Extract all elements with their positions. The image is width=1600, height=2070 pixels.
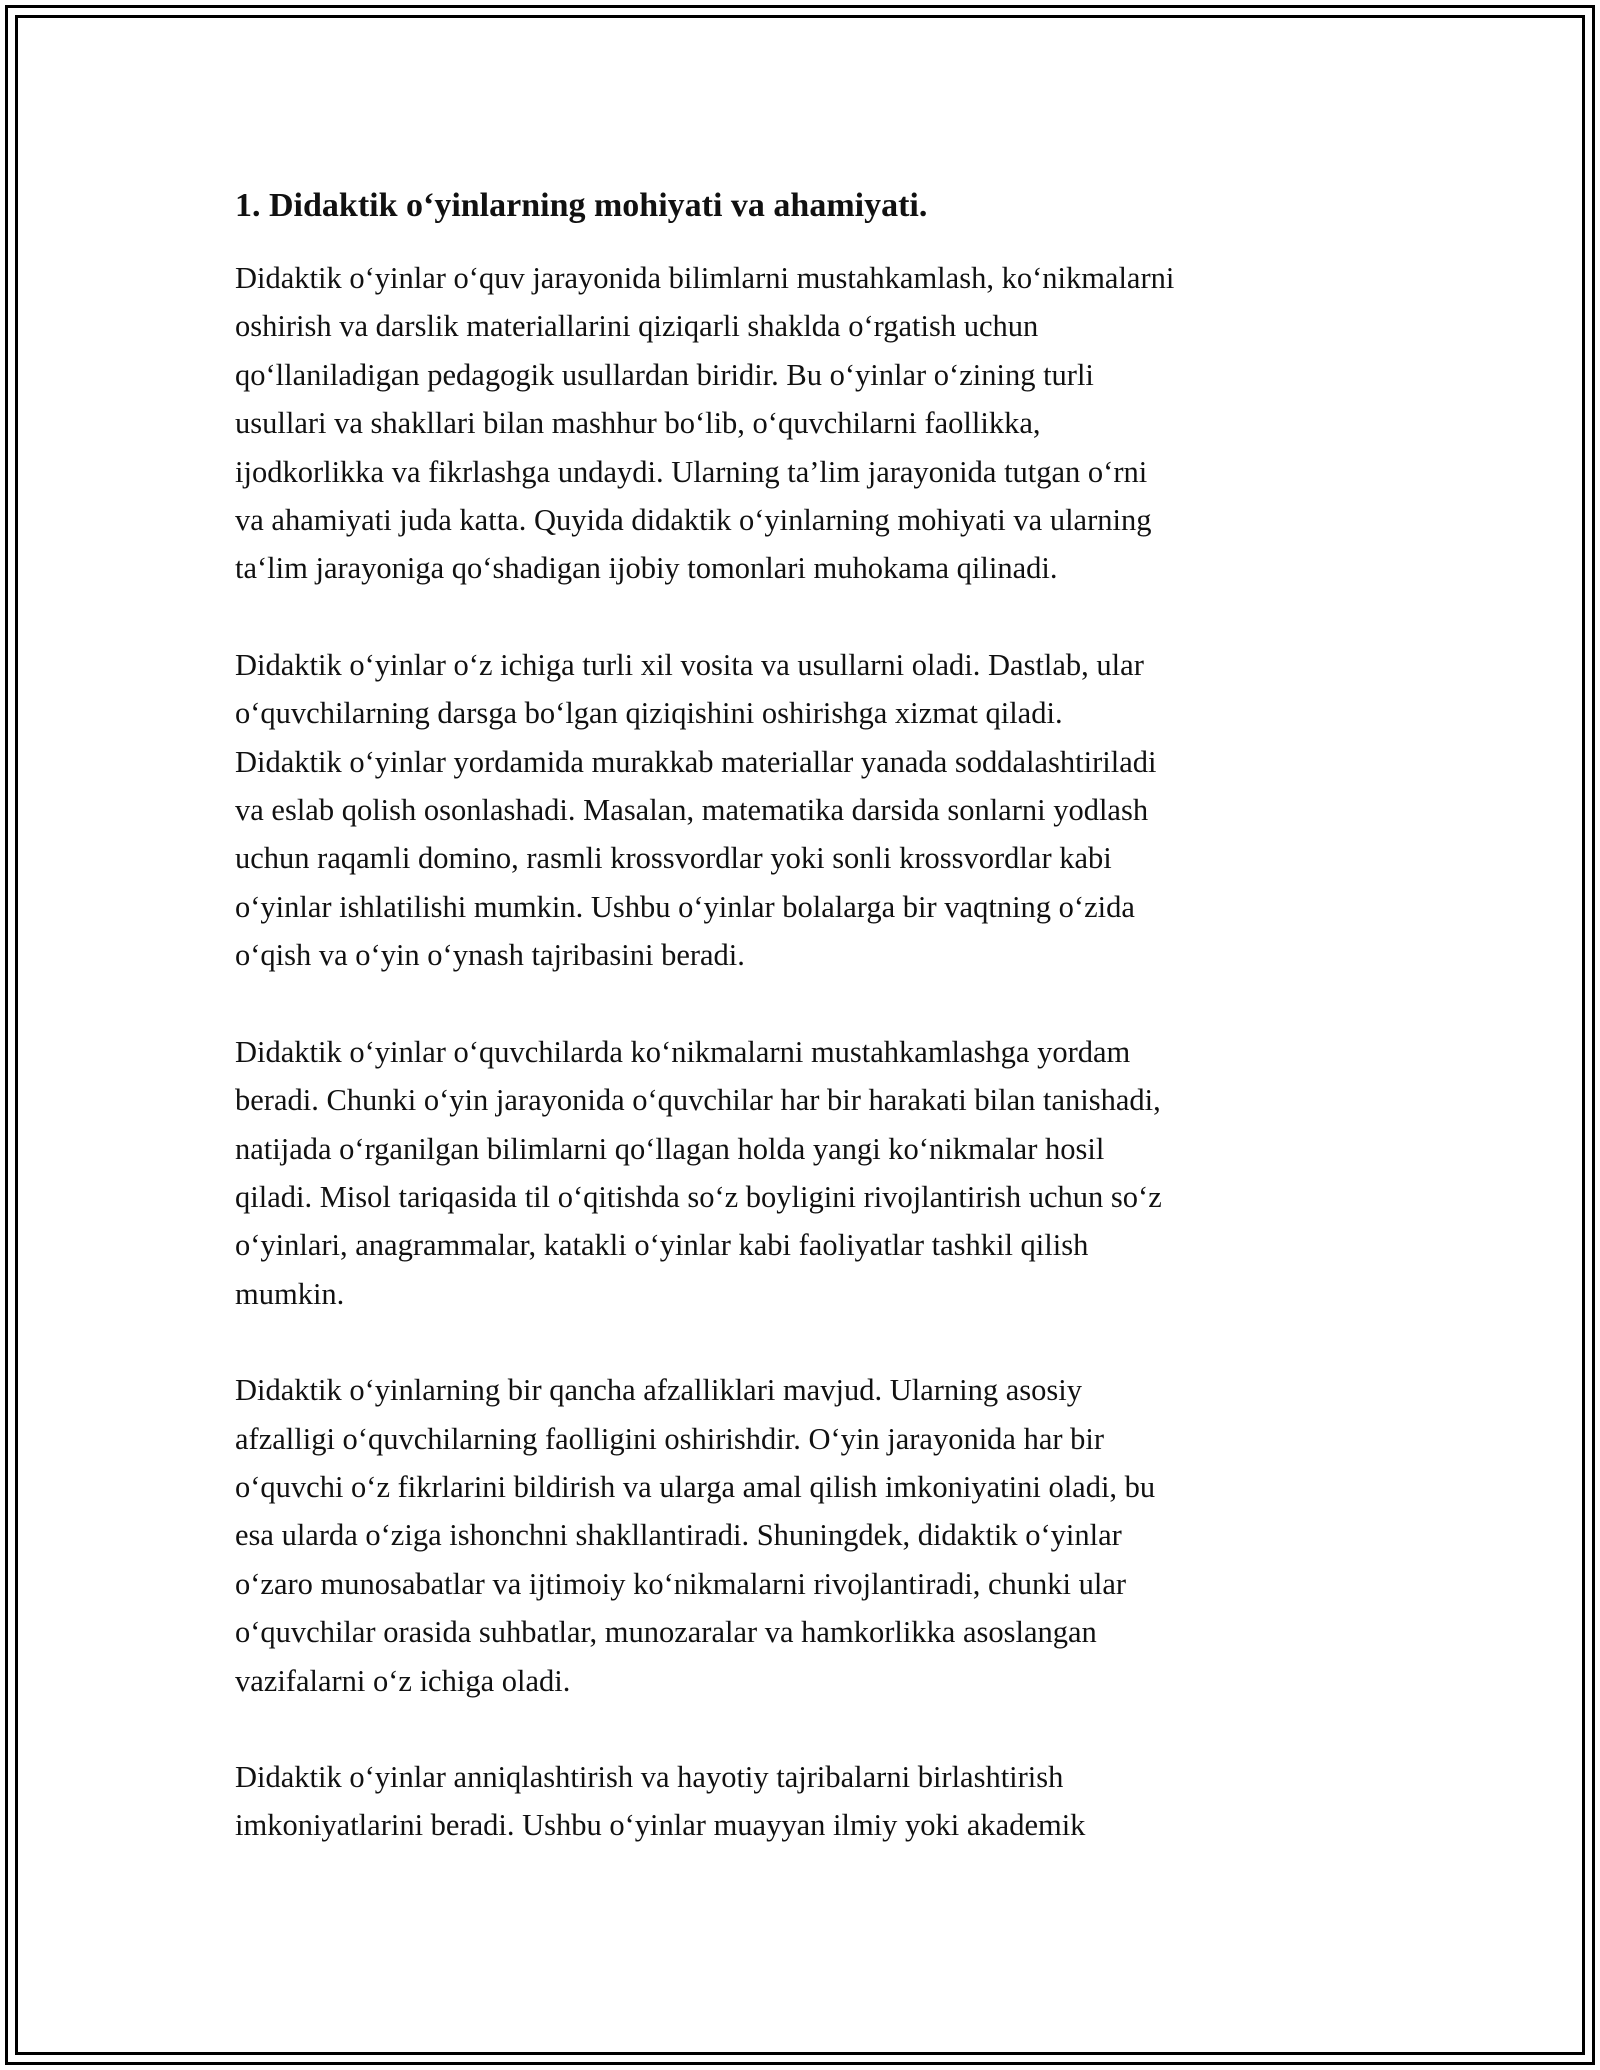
paragraph-5: Didaktik o‘yinlar anniqlashtirish va hayotiy tajribalarni birlashtirish imkoniyatlarini beradi. Ushbu o‘yinlar muayyan ilmiy yoki akademik: [235, 1759, 1086, 1843]
section-heading: 1. Didaktik o‘yinlarning mohiyati va ahamiyati.: [235, 187, 928, 224]
paragraph-1: Didaktik o‘yinlar o‘quv jarayonida bilimlarni mustahkamlash, ko‘nikmalarni oshirish va darslik materiallarini qiziqarli shaklda o‘rgatish uchun qo‘llaniladigan pedagogik usullardan biridir. Bu o‘yinlar o‘zining turli usullari va shakllari bilan mashhur bo‘lib, o‘quvchilarni faollikka, ijodkorlikka va fikrlashga undaydi. Ularning ta’lim jarayonida tutgan o‘rni va ahamiyati juda katta. Quyida didaktik o‘yinlarning mohiyati va ularning ta‘lim jarayoniga qo‘shadigan ijobiy tomonlari muhokama qilinadi.: [235, 261, 1175, 586]
document-body: [235, 184, 1385, 1898]
paragraph-3: Didaktik o‘yinlar o‘quvchilarda ko‘nikmalarni mustahkamlashga yordam beradi. Chunki o‘yin jarayonida o‘quvchilar har bir harakati bilan tanishadi, natijada o‘rganilgan bilimlarni qo‘llagan holda yangi ko‘nikmalar hosil qiladi. Misol tariqasida til o‘qitishda so‘z boyligini rivojlantirish uchun so‘z o‘yinlari, anagrammalar, katakli o‘yinlar kabi faoliyatlar tashkil qilish mumkin.: [235, 1034, 1162, 1311]
paragraph-2: Didaktik o‘yinlar o‘z ichiga turli xil vosita va usullarni oladi. Dastlab, ular o‘quvchilarning darsga bo‘lgan qiziqishini oshirishga xizmat qiladi. Didaktik o‘yinlar yordamida murakkab materiallar yanada soddalashtiriladi va eslab qolish osonlashadi. Masalan, matematika darsida sonlarni yodlash uchun raqamli domino, rasmli krossvordlar yoki sonli krossvordlar kabi o‘yinlar ishlatilishi mumkin. Ushbu o‘yinlar bolalarga bir vaqtning o‘zida o‘qish va o‘yin o‘ynash tajribasini beradi.: [235, 647, 1157, 973]
paragraph-4: Didaktik o‘yinlarning bir qancha afzalliklari mavjud. Ularning asosiy afzalligi o‘quvchilarning faolligini oshirishdir. O‘yin jarayonida har bir o‘quvchi o‘z fikrlarini bildirish va ularga amal qilish imkoniyatini oladi, bu esa ularda o‘ziga ishonchni shakllantiradi. Shuningdek, didaktik o‘yinlar o‘zaro munosabatlar va ijtimoiy ko‘nikmalarni rivojlantiradi, chunki ular o‘quvchilar orasida suhbatlar, munozaralar va hamkorlikka asoslangan vazifalarni o‘z ichiga oladi.: [235, 1373, 1156, 1698]
